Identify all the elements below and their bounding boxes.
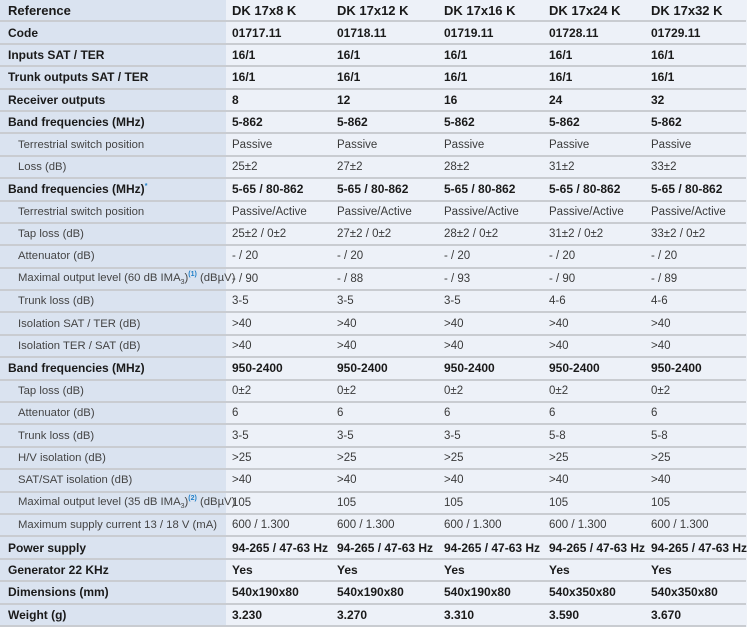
cell-value: - / 20 — [543, 245, 645, 267]
cell-value: 540x190x80 — [226, 581, 331, 603]
cell-value: 6 — [226, 402, 331, 424]
row-label — [0, 89, 226, 111]
row-label — [0, 335, 226, 357]
model-header: DK 17x12 K — [331, 0, 438, 21]
cell-value: >25 — [543, 447, 645, 469]
label-text: Band frequencies (MHz) — [8, 182, 145, 197]
row-label — [0, 357, 226, 379]
cell-value: 5-65 / 80-862 — [331, 178, 438, 200]
cell-value: 01718.11 — [331, 21, 438, 43]
cell-value: Yes — [438, 559, 543, 581]
cell-value: 5-65 / 80-862 — [645, 178, 746, 200]
cell-value: 5-862 — [438, 111, 543, 133]
cell-value: >25 — [226, 447, 331, 469]
table-row — [0, 156, 746, 178]
row-label — [0, 223, 226, 245]
label-text: Band frequencies (MHz) — [8, 361, 145, 376]
label-text: H/V isolation (dB) — [18, 452, 106, 464]
cell-value: 4-6 — [543, 290, 645, 312]
label-text: Terrestrial switch position — [18, 138, 145, 151]
table-row — [0, 268, 746, 290]
cell-value: 950-2400 — [438, 357, 543, 379]
table-row — [0, 312, 746, 334]
row-label — [0, 111, 226, 133]
table-row — [0, 492, 746, 514]
cell-value: 3-5 — [438, 424, 543, 446]
footnote-marker: (2) — [188, 495, 197, 503]
cell-value: 0±2 — [226, 380, 331, 402]
cell-value: 0±2 — [543, 380, 645, 402]
cell-value: 5-862 — [543, 111, 645, 133]
cell-value: 3.590 — [543, 604, 645, 626]
table-row — [0, 536, 746, 558]
row-label — [0, 604, 226, 626]
cell-value: 6 — [543, 402, 645, 424]
table-row — [0, 133, 746, 155]
cell-value: 105 — [438, 492, 543, 514]
row-label — [0, 268, 236, 290]
cell-value: >40 — [645, 312, 746, 334]
row-label — [0, 21, 226, 43]
model-header: DK 17x8 K — [226, 0, 331, 21]
cell-value: 5-8 — [543, 424, 645, 446]
cell-value: - / 93 — [438, 268, 543, 290]
table-row — [0, 604, 746, 626]
label-text: Isolation TER / SAT (dB) — [18, 340, 141, 353]
cell-value: 600 / 1.300 — [226, 514, 331, 536]
cell-value: 27±2 / 0±2 — [331, 223, 438, 245]
cell-value: 3-5 — [226, 290, 331, 312]
row-label — [0, 312, 226, 334]
cell-value: >40 — [645, 335, 746, 357]
cell-value: >40 — [226, 335, 331, 357]
cell-value: >40 — [331, 335, 438, 357]
cell-value: 3-5 — [331, 424, 438, 446]
cell-value: Passive — [226, 133, 331, 155]
cell-value: Passive/Active — [645, 201, 746, 223]
cell-value: 600 / 1.300 — [331, 514, 438, 536]
cell-value: 94-265 / 47-63 Hz — [331, 536, 438, 558]
cell-value: 16/1 — [226, 66, 331, 88]
label-subscript: 3 — [180, 279, 185, 287]
footnote-marker: * — [144, 183, 148, 191]
cell-value: - / 88 — [331, 268, 438, 290]
cell-value: - / 89 — [645, 268, 746, 290]
cell-value: 5-65 / 80-862 — [543, 178, 645, 200]
cell-value: 01719.11 — [438, 21, 543, 43]
label-text: Tap loss (dB) — [18, 228, 84, 241]
cell-value: 31±2 — [543, 156, 645, 178]
cell-value: 5-65 / 80-862 — [226, 178, 331, 200]
cell-value: 16/1 — [226, 44, 331, 66]
cell-value: Passive/Active — [331, 201, 438, 223]
cell-value: 01729.11 — [645, 21, 746, 43]
table-row — [0, 402, 746, 424]
cell-value: 105 — [645, 492, 746, 514]
table-row — [0, 290, 746, 312]
cell-value: 5-862 — [645, 111, 746, 133]
label-text: Trunk outputs SAT / TER — [8, 70, 149, 85]
cell-value: 0±2 — [438, 380, 543, 402]
label-text: Isolation SAT / TER (dB) — [18, 317, 141, 330]
cell-value: 33±2 — [645, 156, 746, 178]
cell-value: Passive/Active — [226, 201, 331, 223]
cell-value: 6 — [331, 402, 438, 424]
cell-value: Passive/Active — [438, 201, 543, 223]
row-label — [0, 245, 226, 267]
header-row — [0, 0, 746, 21]
cell-value: 105 — [543, 492, 645, 514]
row-label — [0, 402, 226, 424]
cell-value: 16/1 — [645, 44, 746, 66]
cell-value: 16/1 — [645, 66, 746, 88]
cell-value: >40 — [438, 335, 543, 357]
cell-value: 540x190x80 — [438, 581, 543, 603]
cell-value: - / 20 — [226, 245, 331, 267]
cell-value: 600 / 1.300 — [645, 514, 746, 536]
cell-value: 950-2400 — [543, 357, 645, 379]
table-row — [0, 357, 746, 379]
label-text: Dimensions (mm) — [8, 585, 109, 600]
row-label — [0, 156, 226, 178]
cell-value: 5-862 — [331, 111, 438, 133]
table-row — [0, 89, 746, 111]
table-row — [0, 66, 746, 88]
cell-value: 105 — [226, 492, 331, 514]
label-text: Maximum supply current 13 / 18 V (mA) — [18, 519, 218, 532]
cell-value: 12 — [331, 89, 438, 111]
cell-value: 25±2 / 0±2 — [226, 223, 331, 245]
row-label — [0, 201, 226, 223]
label-text: SAT/SAT isolation (dB) — [18, 474, 133, 487]
table-row — [0, 380, 746, 402]
row-label — [0, 514, 226, 536]
cell-value: 16/1 — [438, 44, 543, 66]
cell-value: - / 90 — [226, 268, 331, 290]
row-label — [0, 424, 226, 446]
row-label — [0, 178, 226, 200]
cell-value: Yes — [331, 559, 438, 581]
label-text: Attenuator (dB) — [18, 407, 95, 420]
cell-value: >40 — [543, 469, 645, 491]
table-row — [0, 21, 746, 43]
cell-value: 16/1 — [438, 66, 543, 88]
cell-value: Passive — [645, 133, 746, 155]
cell-value: 16/1 — [543, 66, 645, 88]
cell-value: >40 — [543, 335, 645, 357]
label-unit: (dBµV) — [196, 272, 236, 285]
cell-value: 540x350x80 — [645, 581, 746, 603]
cell-value: 3-5 — [226, 424, 331, 446]
cell-value: 3.670 — [645, 604, 746, 626]
cell-value: 540x190x80 — [331, 581, 438, 603]
label-text: Loss (dB) — [18, 160, 67, 173]
row-label — [0, 492, 236, 514]
cell-value: 16/1 — [543, 44, 645, 66]
table-row — [0, 223, 746, 245]
label-text: Attenuator (dB) — [18, 250, 95, 263]
label-text: Power supply — [8, 540, 87, 555]
cell-value: Passive/Active — [543, 201, 645, 223]
cell-value: >25 — [645, 447, 746, 469]
label-text: Trunk loss (dB) — [18, 295, 95, 308]
table-row — [0, 559, 746, 581]
cell-value: 16/1 — [331, 44, 438, 66]
cell-value: 8 — [226, 89, 331, 111]
cell-value: 27±2 — [331, 156, 438, 178]
table-row — [0, 44, 746, 66]
label-subscript: 3 — [180, 503, 185, 511]
table-row — [0, 335, 746, 357]
cell-value: 94-265 / 47-63 Hz — [543, 536, 645, 558]
label-text: Inputs SAT / TER — [8, 47, 105, 62]
cell-value: 5-862 — [226, 111, 331, 133]
cell-value: 31±2 / 0±2 — [543, 223, 645, 245]
label-text: ) — [184, 272, 189, 285]
cell-value: >40 — [331, 312, 438, 334]
cell-value: 600 / 1.300 — [438, 514, 543, 536]
label-text: Band frequencies (MHz) — [8, 115, 145, 130]
cell-value: >40 — [438, 312, 543, 334]
cell-value: 105 — [331, 492, 438, 514]
cell-value: 950-2400 — [645, 357, 746, 379]
label-text: Tap loss (dB) — [18, 384, 84, 397]
cell-value: 3-5 — [331, 290, 438, 312]
cell-value: 94-265 / 47-63 Hz — [226, 536, 331, 558]
row-label — [0, 290, 226, 312]
label-text: Weight (g) — [8, 607, 67, 622]
cell-value: 33±2 / 0±2 — [645, 223, 746, 245]
cell-value: 25±2 — [226, 156, 331, 178]
row-label — [0, 559, 226, 581]
row-label — [0, 380, 226, 402]
cell-value: 94-265 / 47-63 Hz — [438, 536, 543, 558]
label-text: Code — [8, 25, 38, 40]
row-label — [0, 581, 226, 603]
cell-value: 6 — [645, 402, 746, 424]
model-header: DK 17x32 K — [645, 0, 746, 21]
cell-value: 16/1 — [331, 66, 438, 88]
cell-value: >40 — [645, 469, 746, 491]
table-row — [0, 469, 746, 491]
cell-value: 32 — [645, 89, 746, 111]
cell-value: >25 — [438, 447, 543, 469]
cell-value: >40 — [226, 312, 331, 334]
label-text: Receiver outputs — [8, 92, 106, 107]
cell-value: 950-2400 — [226, 357, 331, 379]
row-label — [0, 469, 226, 491]
table-row — [0, 111, 746, 133]
table-row — [0, 447, 746, 469]
model-header: DK 17x24 K — [543, 0, 645, 21]
cell-value: 3.230 — [226, 604, 331, 626]
cell-value: 28±2 / 0±2 — [438, 223, 543, 245]
cell-value: Passive — [438, 133, 543, 155]
header-label: Reference — [0, 0, 226, 21]
label-text: Maximal output level (35 dB IMA — [18, 496, 181, 509]
row-label — [0, 66, 226, 88]
table-row — [0, 581, 746, 603]
cell-value: Yes — [226, 559, 331, 581]
footnote-marker: (1) — [188, 271, 197, 279]
cell-value: - / 20 — [331, 245, 438, 267]
cell-value: 600 / 1.300 — [543, 514, 645, 536]
label-text: ) — [184, 496, 189, 509]
cell-value: 24 — [543, 89, 645, 111]
table-row — [0, 201, 746, 223]
cell-value: Passive — [543, 133, 645, 155]
row-label — [0, 133, 226, 155]
row-label — [0, 536, 226, 558]
cell-value: - / 90 — [543, 268, 645, 290]
cell-value: - / 20 — [645, 245, 746, 267]
cell-value: Yes — [543, 559, 645, 581]
cell-value: - / 20 — [438, 245, 543, 267]
cell-value: 540x350x80 — [543, 581, 645, 603]
cell-value: >40 — [438, 469, 543, 491]
cell-value: 4-6 — [645, 290, 746, 312]
cell-value: 16 — [438, 89, 543, 111]
cell-value: 3.270 — [331, 604, 438, 626]
table-row — [0, 514, 746, 536]
cell-value: >40 — [331, 469, 438, 491]
cell-value: 3-5 — [438, 290, 543, 312]
cell-value: 5-8 — [645, 424, 746, 446]
cell-value: 950-2400 — [331, 357, 438, 379]
cell-value: 01717.11 — [226, 21, 331, 43]
label-unit: (dBµV) — [196, 496, 236, 509]
label-text: Generator 22 KHz — [8, 562, 109, 577]
cell-value: 3.310 — [438, 604, 543, 626]
cell-value: 94-265 / 47-63 Hz — [645, 536, 746, 558]
cell-value: 0±2 — [331, 380, 438, 402]
cell-value: 6 — [438, 402, 543, 424]
row-label — [0, 44, 226, 66]
label-text: Maximal output level (60 dB IMA — [18, 272, 181, 285]
cell-value: 28±2 — [438, 156, 543, 178]
label-text: Trunk loss (dB) — [18, 429, 95, 442]
table-row — [0, 424, 746, 446]
cell-value: >40 — [543, 312, 645, 334]
cell-value: >40 — [226, 469, 331, 491]
table-row — [0, 245, 746, 267]
cell-value: 0±2 — [645, 380, 746, 402]
cell-value: 01728.11 — [543, 21, 645, 43]
cell-value: >25 — [331, 447, 438, 469]
model-header: DK 17x16 K — [438, 0, 543, 21]
cell-value: Passive — [331, 133, 438, 155]
cell-value: 5-65 / 80-862 — [438, 178, 543, 200]
table-row — [0, 178, 746, 200]
label-text: Terrestrial switch position — [18, 205, 145, 218]
row-label — [0, 447, 226, 469]
cell-value: Yes — [645, 559, 746, 581]
